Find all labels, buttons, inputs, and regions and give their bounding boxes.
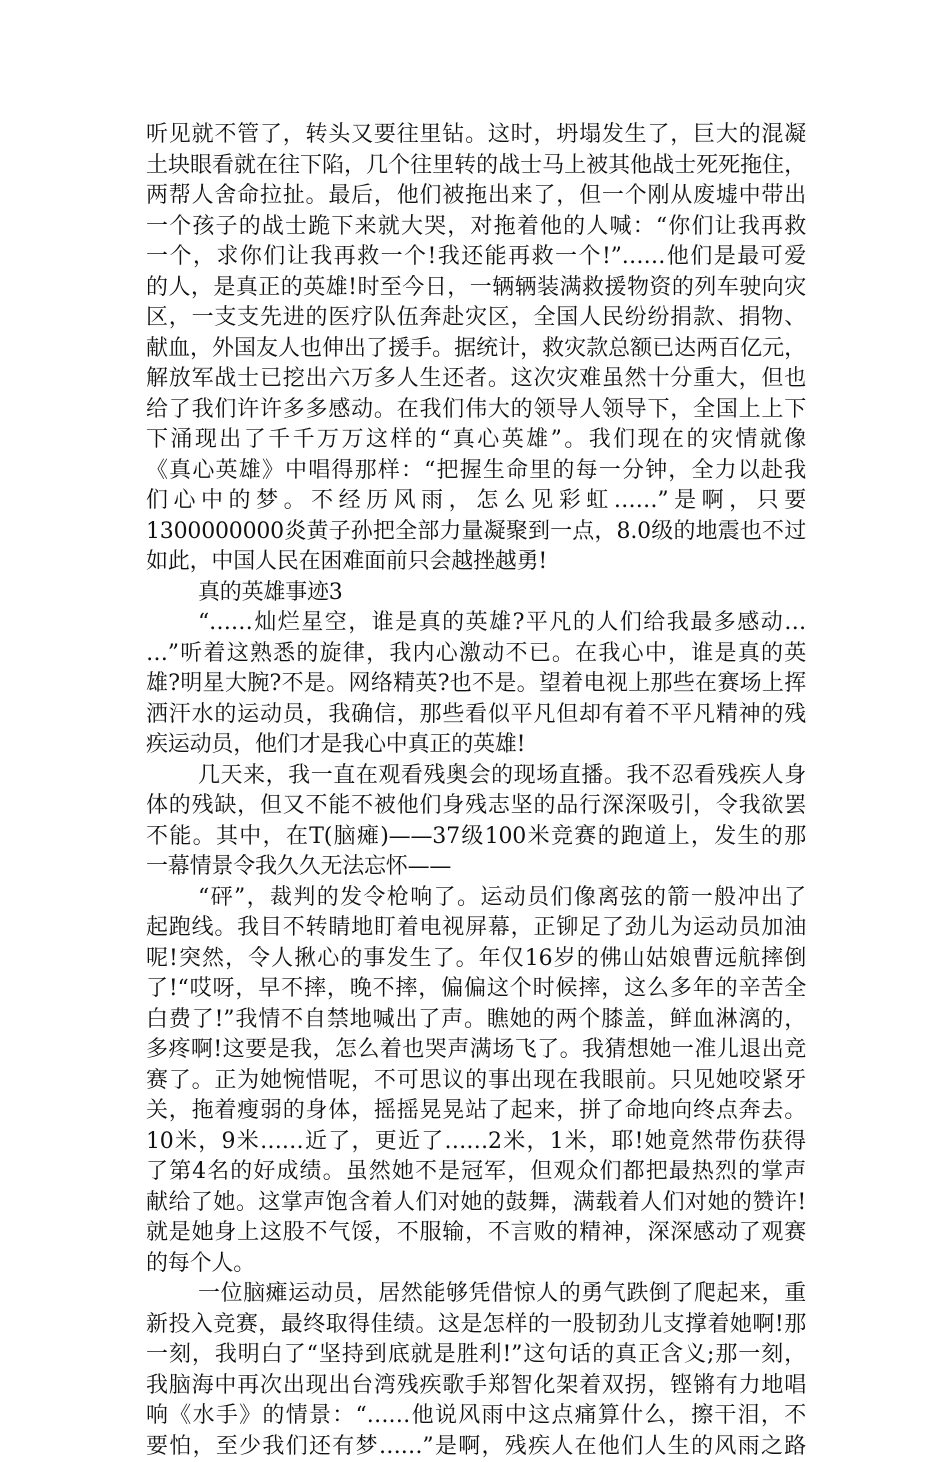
text-line: 白费了!”我情不自禁地喊出了声。瞧她的两个膝盖，鲜血淋漓的， — [146, 1005, 806, 1036]
text-line: …”听着这熟悉的旋律，我内心激动不已。在我心中，谁是真的英 — [146, 639, 806, 670]
text-line: 《真心英雄》中唱得那样：“把握生命里的每一分钟，全力以赴我 — [146, 456, 806, 487]
text-line: 献给了她。这掌声饱含着人们对她的鼓舞，满载着人们对她的赞许! — [146, 1188, 806, 1219]
text-line: 了第4名的好成绩。虽然她不是冠军，但观众们都把最热烈的掌声 — [146, 1157, 806, 1188]
section-heading-text: 真的英雄事迹3 — [146, 578, 806, 609]
text-line: 土块眼看就在往下陷，几个往里转的战士马上被其他战士死死拖住， — [146, 151, 806, 182]
text-line: 几天来，我一直在观看残奥会的现场直播。我不忍看残疾人身 — [146, 761, 806, 792]
text-line: 不能。其中，在T(脑瘫)——37级100米竞赛的跑道上，发生的那 — [146, 822, 806, 853]
text-line: 10米，9米……近了，更近了……2米，1米，耶!她竟然带伤获得 — [146, 1127, 806, 1158]
text-line: 雄?明星大腕?不是。网络精英?也不是。望着电视上那些在赛场上挥 — [146, 669, 806, 700]
paragraph — [146, 120, 806, 578]
text-line: 洒汗水的运动员，我确信，那些看似平凡但却有着不平凡精神的残 — [146, 700, 806, 731]
text-line: 疾运动员，他们才是我心中真正的英雄! — [146, 730, 806, 761]
text-line: 1300000000炎黄子孙把全部力量凝聚到一点，8.0级的地震也不过 — [146, 517, 806, 548]
text-line: “砰”，裁判的发令枪响了。运动员们像离弦的箭一般冲出了 — [146, 883, 806, 914]
text-line: 给了我们许许多多感动。在我们伟大的领导人领导下，全国上上下 — [146, 395, 806, 426]
paragraph — [146, 1279, 806, 1462]
text-line: 要怕，至少我们还有梦……”是啊，残疾人在他们人生的风雨之路 — [146, 1432, 806, 1462]
text-line: 新投入竞赛，最终取得佳绩。这是怎样的一股韧劲儿支撑着她啊!那 — [146, 1310, 806, 1341]
text-line: 听见就不管了，转头又要往里钻。这时，坍塌发生了，巨大的混凝 — [146, 120, 806, 151]
text-line: 呢!突然，令人揪心的事发生了。年仅16岁的佛山姑娘曹远航摔倒 — [146, 944, 806, 975]
text-line: 一个孩子的战士跪下来就大哭，对拖着他的人喊：“你们让我再救 — [146, 212, 806, 243]
text-line: 的每个人。 — [146, 1249, 806, 1280]
text-line: 赛了。正为她惋惜呢，不可思议的事出现在我眼前。只见她咬紧牙 — [146, 1066, 806, 1097]
text-line: 就是她身上这股不气馁，不服输，不言败的精神，深深感动了观赛 — [146, 1218, 806, 1249]
text-line: 一刻，我明白了“坚持到底就是胜利!”这句话的真正含义;那一刻， — [146, 1340, 806, 1371]
text-line: 我脑海中再次出现出台湾残疾歌手郑智化架着双拐，铿锵有力地唱 — [146, 1371, 806, 1402]
text-line: 下涌现出了千千万万这样的“真心英雄”。我们现在的灾情就像 — [146, 425, 806, 456]
paragraph — [146, 608, 806, 761]
text-line: 们心中的梦。不经历风雨，怎么见彩虹……”是啊，只要 — [146, 486, 806, 517]
text-line: 多疼啊!这要是我，怎么着也哭声满场飞了。我猜想她一准儿退出竞 — [146, 1035, 806, 1066]
paragraph — [146, 761, 806, 883]
text-line: 解放军战士已挖出六万多人生还者。这次灾难虽然十分重大，但也 — [146, 364, 806, 395]
text-line: 一位脑瘫运动员，居然能够凭借惊人的勇气跌倒了爬起来，重 — [146, 1279, 806, 1310]
document-page — [146, 120, 806, 1462]
text-line: 一幕情景令我久久无法忘怀—— — [146, 852, 806, 883]
text-line: 起跑线。我目不转睛地盯着电视屏幕，正铆足了劲儿为运动员加油 — [146, 913, 806, 944]
text-line: 献血，外国友人也伸出了援手。据统计，救灾款总额已达两百亿元， — [146, 334, 806, 365]
text-line: 响《水手》的情景：“……他说风雨中这点痛算什么，擦干泪，不 — [146, 1401, 806, 1432]
text-line: 一个，求你们让我再救一个!我还能再救一个!”……他们是最可爱 — [146, 242, 806, 273]
section-heading — [146, 578, 806, 609]
text-line: “……灿烂星空，谁是真的英雄?平凡的人们给我最多感动… — [146, 608, 806, 639]
text-line: 的人，是真正的英雄!时至今日，一辆辆装满救援物资的列车驶向灾 — [146, 273, 806, 304]
paragraph — [146, 883, 806, 1280]
text-line: 区，一支支先进的医疗队伍奔赴灾区，全国人民纷纷捐款、捐物、 — [146, 303, 806, 334]
text-line: 如此，中国人民在困难面前只会越挫越勇! — [146, 547, 806, 578]
text-line: 了!“哎呀，早不摔，晚不摔，偏偏这个时候摔，这么多年的辛苦全 — [146, 974, 806, 1005]
text-line: 两帮人舍命拉扯。最后，他们被拖出来了，但一个刚从废墟中带出 — [146, 181, 806, 212]
text-line: 体的残缺，但又不能不被他们身残志坚的品行深深吸引，令我欲罢 — [146, 791, 806, 822]
text-line: 关，拖着瘦弱的身体，摇摇晃晃站了起来，拼了命地向终点奔去。 — [146, 1096, 806, 1127]
